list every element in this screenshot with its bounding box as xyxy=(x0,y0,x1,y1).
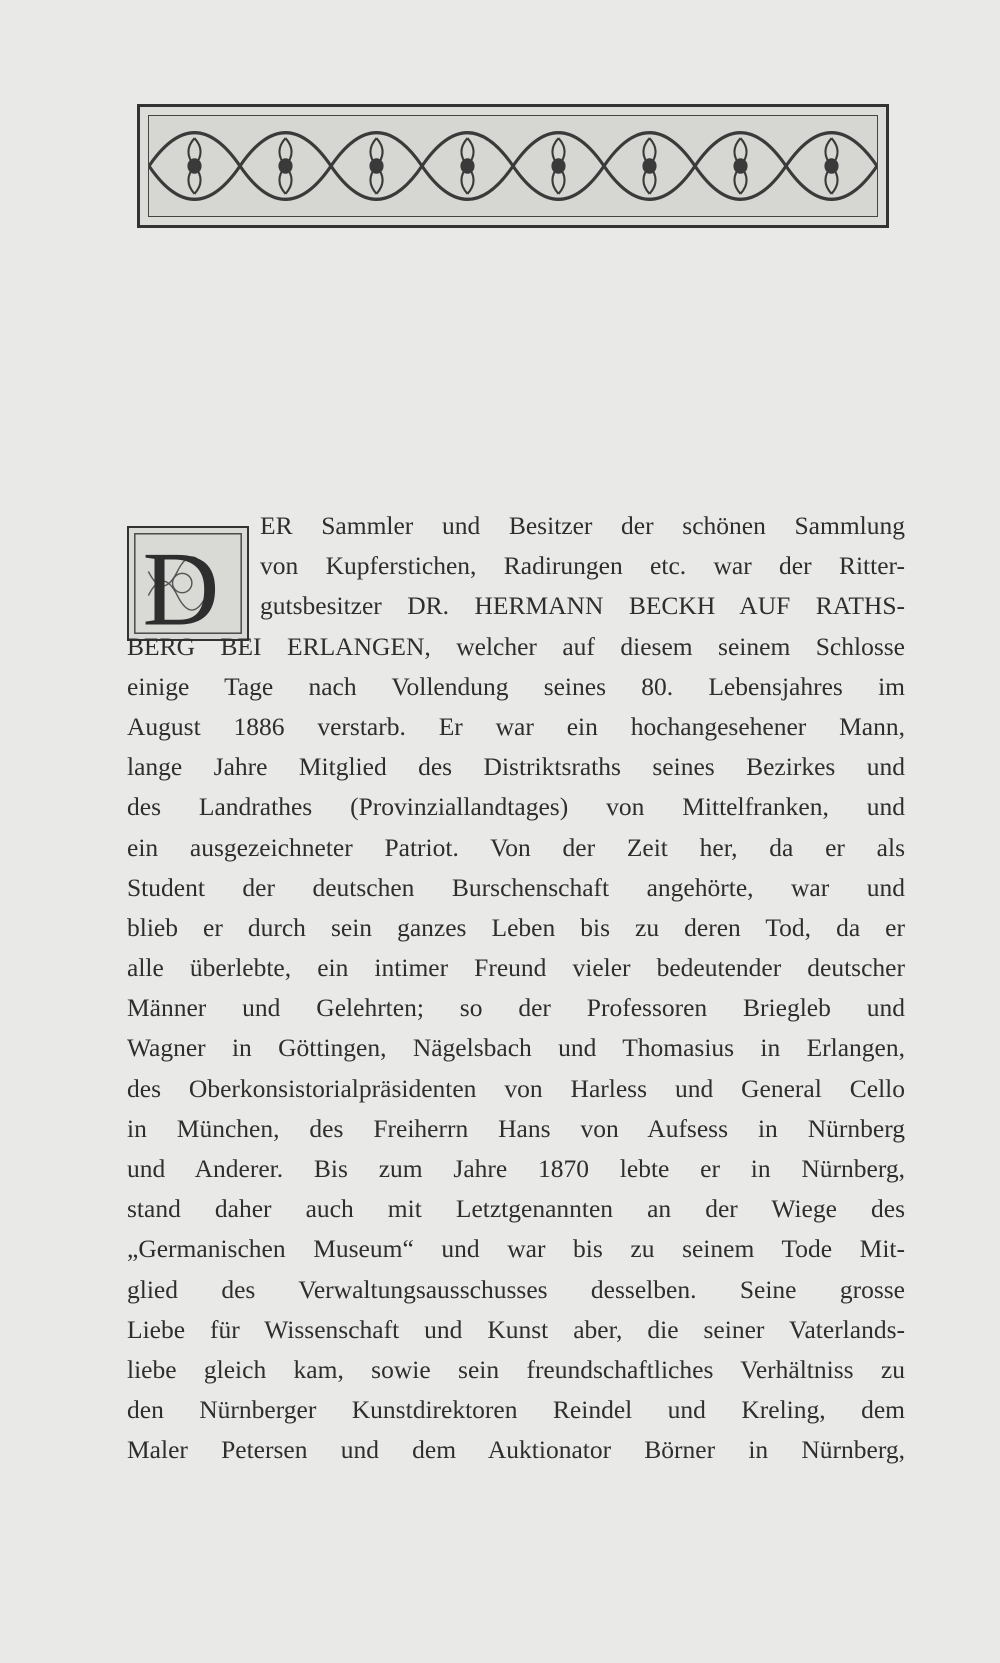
dropcap-letter: D xyxy=(142,529,220,639)
text-line: Männer und Gelehrten; so der Professoren Briegleb und xyxy=(127,993,905,1023)
text-line: glied des Verwaltungsausschusses desselben. Seine grosse xyxy=(127,1274,905,1304)
text-line: Wagner in Göttingen, Nägelsbach und Thomasius in Erlangen, xyxy=(127,1033,905,1063)
text-line: stand daher auch mit Letztgenannten an der Wiege des xyxy=(127,1194,905,1224)
text-line: blieb er durch sein ganzes Leben bis zu deren Tod, da er xyxy=(127,912,905,942)
text-line: liebe gleich kam, sowie sein freundschaftliches Verhältniss zu xyxy=(127,1354,905,1384)
text-line: ER Sammler und Besitzer der schönen Sammlung xyxy=(260,511,905,540)
decorative-header-band xyxy=(137,104,889,228)
text-line: BERG BEI ERLANGEN, welcher auf diesem seinem Schlosse xyxy=(127,631,905,661)
text-line: August 1886 verstarb. Er war ein hochangesehener Mann, xyxy=(127,711,905,741)
text-line: Maler Petersen und dem Auktionator Börner in Nürnberg, xyxy=(127,1435,905,1465)
text-line: in München, des Freiherrn Hans von Aufsess in Nürnberg xyxy=(127,1113,905,1143)
text-line: gutsbesitzer DR. HERMANN BECKH AUF RATHS- xyxy=(260,591,905,621)
text-line: Student der deutschen Burschenschaft angehörte, war und xyxy=(127,872,905,902)
text-line: Liebe für Wissenschaft und Kunst aber, die seiner Vaterlands- xyxy=(127,1314,905,1344)
text-line: des Landrathes (Provinziallandtages) von Mittelfranken, und xyxy=(127,792,905,822)
text-line: ein ausgezeichneter Patriot. Von der Zeit her, da er als xyxy=(127,832,905,862)
text-line: und Anderer. Bis zum Jahre 1870 lebte er in Nürnberg, xyxy=(127,1154,905,1183)
text-line: lange Jahre Mitglied des Distriktsraths seines Bezirkes und xyxy=(127,752,905,782)
text-line: von Kupferstichen, Radirungen etc. war der Ritter- xyxy=(260,551,905,581)
text-line: „Germanischen Museum“ und war bis zu seinem Tode Mit- xyxy=(127,1234,905,1264)
main-paragraph xyxy=(127,506,905,1471)
floral-scroll-ornament-icon xyxy=(148,115,878,217)
text-line: einige Tage nach Vollendung seines 80. Lebensjahres im xyxy=(127,671,905,701)
text-line: den Nürnberger Kunstdirektoren Reindel und Kreling, dem xyxy=(127,1395,905,1425)
text-line: des Oberkonsistorialpräsidenten von Harless und General Cello xyxy=(127,1073,905,1103)
text-line: alle überlebte, ein intimer Freund vieler bedeutender deutscher xyxy=(127,953,905,983)
